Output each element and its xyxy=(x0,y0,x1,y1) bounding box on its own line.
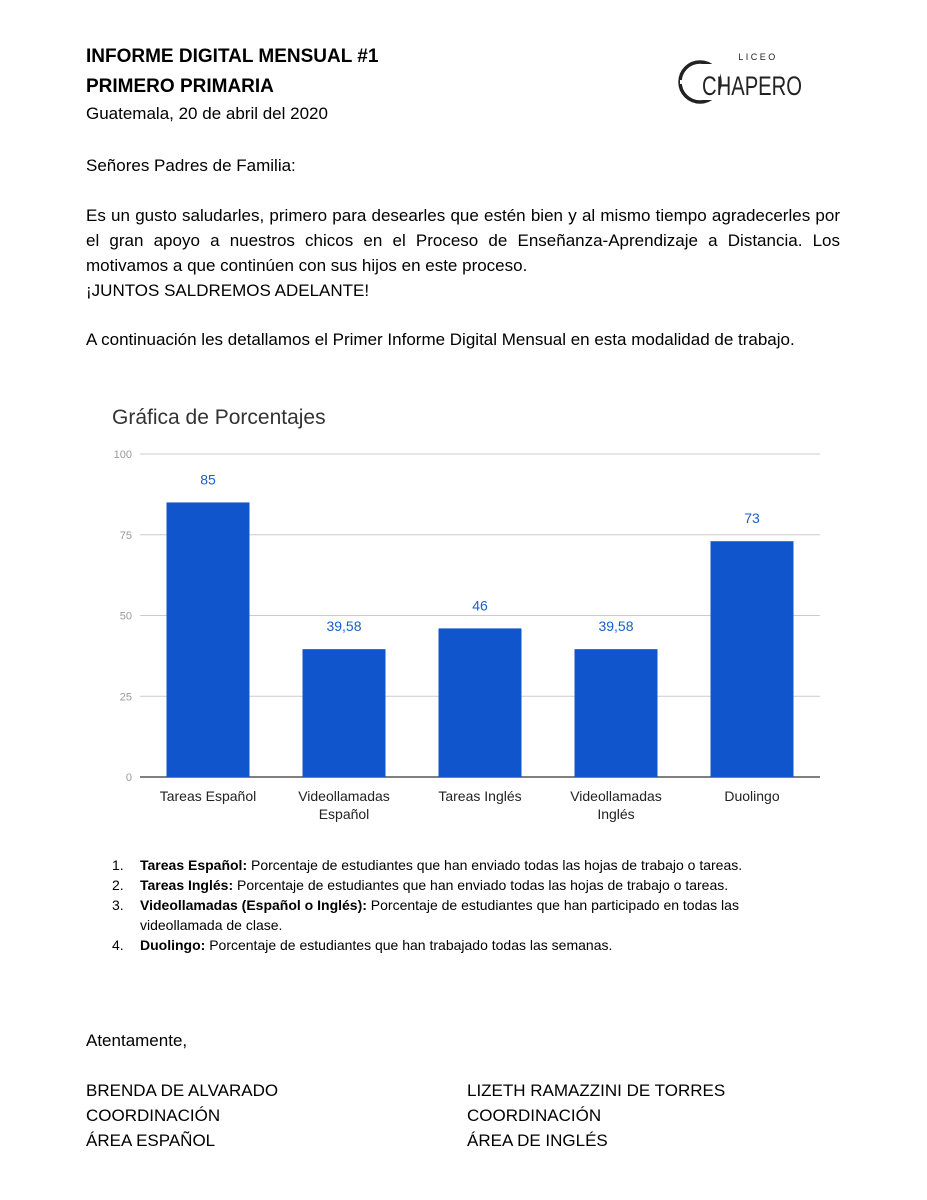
list-number: 2. xyxy=(112,877,124,893)
y-tick-label: 25 xyxy=(119,691,132,704)
logo-big-text: CHAPERO xyxy=(702,71,802,101)
x-tick-label: Duolingo xyxy=(724,788,780,804)
list-number: 1. xyxy=(112,857,124,873)
report-grade: PRIMERO PRIMARIA xyxy=(86,76,274,97)
signer-role: COORDINACIÓN xyxy=(467,1106,602,1125)
data-label: 73 xyxy=(744,510,760,527)
list-item xyxy=(112,935,812,955)
bar xyxy=(167,502,250,777)
y-tick-label: 0 xyxy=(125,772,132,784)
signature-block-english xyxy=(467,1078,725,1153)
list-item xyxy=(112,895,812,935)
closing: Atentamente, xyxy=(86,1031,188,1050)
bar xyxy=(575,649,658,777)
list-number: 3. xyxy=(112,897,124,913)
signer-name: LIZETH RAMAZZINI DE TORRES xyxy=(467,1081,726,1100)
slogan: ¡JUNTOS SALDREMOS ADELANTE! xyxy=(86,281,370,300)
data-label: 46 xyxy=(472,597,488,614)
signer-area: ÁREA ESPAÑOL xyxy=(86,1131,216,1150)
y-tick-label: 75 xyxy=(119,529,132,542)
note-term: Tareas Inglés: xyxy=(140,877,234,893)
y-tick-label: 100 xyxy=(113,449,132,461)
chart-title: Gráfica de Porcentajes xyxy=(112,406,326,429)
liceo-chapero-logo xyxy=(672,40,822,110)
report-title: INFORME DIGITAL MENSUAL #1 xyxy=(86,46,379,67)
x-tick-label: Tareas Español xyxy=(159,788,257,804)
paragraph-intro: Es un gusto saludarles, primero para desearles que estén bien y al mismo tiempo agradecerles por el gran apoyo a nuestros chicos en el Proceso de Enseñanza-Aprendizaje a Distancia. Los motivamos a que continúen con sus hijos en este proceso. xyxy=(86,206,840,275)
paragraph-report: A continuación les detallamos el Primer Informe Digital Mensual en esta modalidad de trabajo. xyxy=(86,330,795,349)
x-tick-label: Tareas Inglés xyxy=(438,788,522,804)
note-text: Porcentaje de estudiantes que han enviado todas las hojas de trabajo o tareas. xyxy=(233,877,729,893)
legend-notes xyxy=(112,855,812,955)
bar xyxy=(303,649,386,777)
y-tick-label: 50 xyxy=(119,610,132,623)
data-label: 85 xyxy=(200,471,216,488)
note-text: Porcentaje de estudiantes que han trabajado todas las semanas. xyxy=(205,937,613,953)
list-item xyxy=(112,855,812,875)
signer-name: BRENDA DE ALVARADO xyxy=(86,1081,279,1100)
note-term: Videollamadas (Español o Inglés): xyxy=(140,897,367,913)
signer-area: ÁREA DE INGLÉS xyxy=(467,1131,608,1150)
note-term: Duolingo: xyxy=(140,937,206,953)
x-tick-label: Videollamadas Inglés xyxy=(570,788,662,822)
list-item xyxy=(112,875,812,895)
note-text: Porcentaje de estudiantes que han enviado todas las hojas de trabajo o tareas. xyxy=(247,857,743,873)
list-number: 4. xyxy=(112,937,124,953)
data-label: 39,58 xyxy=(326,618,362,635)
logo-small-text: LICEO xyxy=(738,52,778,62)
note-term: Tareas Español: xyxy=(140,857,248,873)
signer-role: COORDINACIÓN xyxy=(86,1106,221,1125)
bar xyxy=(439,628,522,777)
chart-bars xyxy=(167,502,794,777)
note-text: Porcentaje de estudiantes que han participado en todas las videollamada de clase. xyxy=(140,897,739,933)
place-date: Guatemala, 20 de abril del 2020 xyxy=(86,104,328,123)
greeting: Señores Padres de Familia: xyxy=(86,156,296,175)
data-label: 39,58 xyxy=(598,618,634,635)
bar xyxy=(711,541,794,777)
percentage-bar-chart xyxy=(86,396,836,836)
x-tick-label: Videollamadas Español xyxy=(298,788,390,822)
signature-block-spanish xyxy=(86,1078,278,1153)
